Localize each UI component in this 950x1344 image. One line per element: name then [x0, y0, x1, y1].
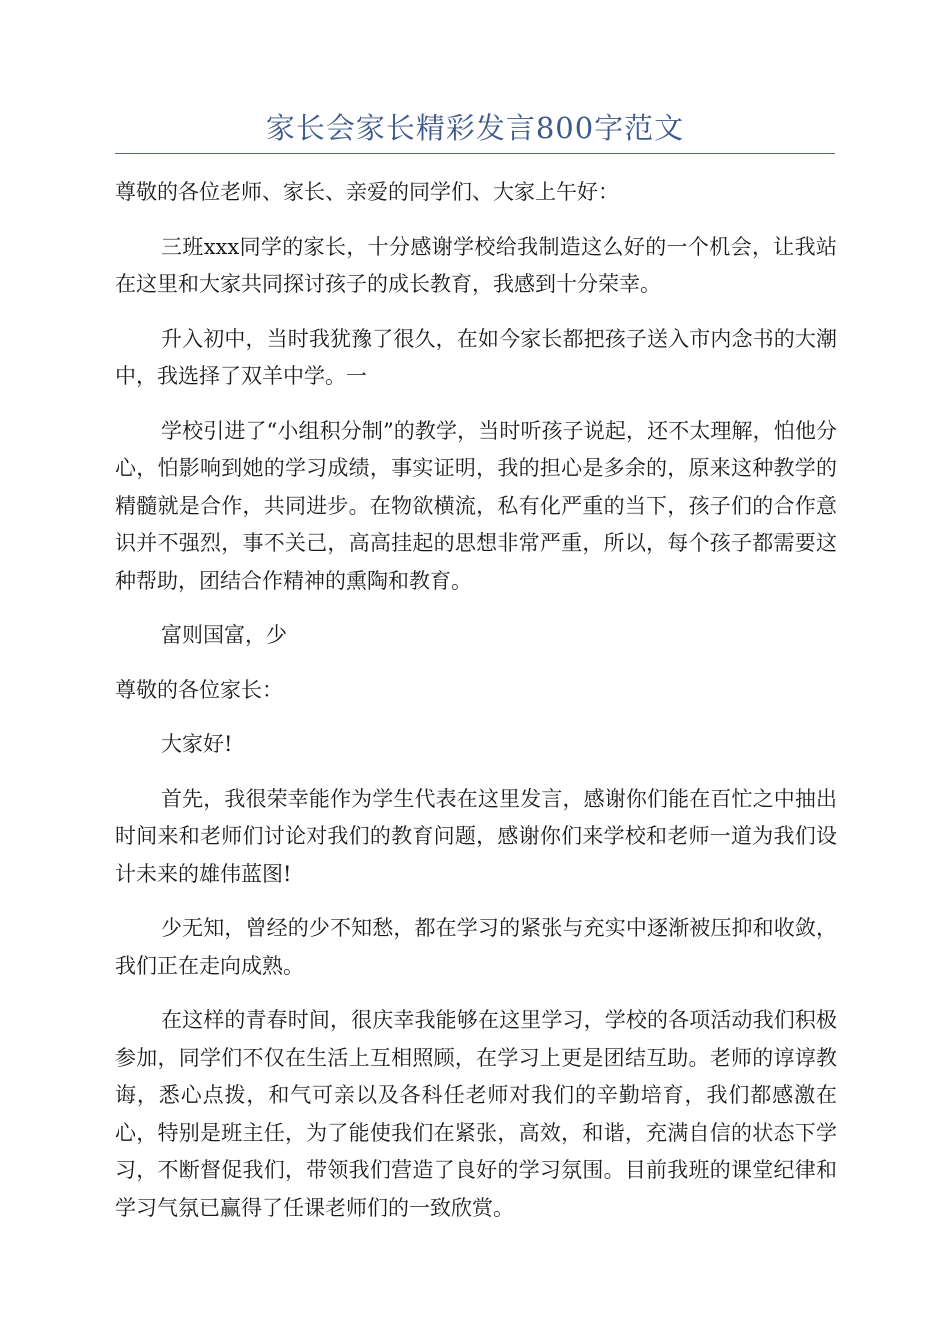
paragraph-1: 尊敬的各位老师、家长、亲爱的同学们、大家上午好： [115, 180, 619, 204]
document-body [115, 174, 837, 1244]
paragraph-9: 少无知，曾经的少不知愁，都在学习的紧张与充实中逐渐被压抑和收敛，我们正在走向成熟。 [115, 916, 837, 978]
paragraph-3: 升入初中，当时我犹豫了很久，在如今家长都把孩子送入市内念书的大潮中，我选择了双羊中学。一 [115, 326, 837, 388]
title-underline [115, 153, 835, 154]
document-title: 家长会家长精彩发言800字范文 [265, 111, 685, 145]
paragraph-8: 首先，我很荣幸能作为学生代表在这里发言，感谢你们能在百忙之中抽出时间来和老师们讨论对我们的教育问题，感谢你们来学校和老师一道为我们设计未来的雄伟蓝图! [115, 786, 837, 886]
paragraph-10: 在这样的青春时间，很庆幸我能够在这里学习，学校的各项活动我们积极参加，同学们不仅在生活上互相照顾，在学习上更是团结互助。老师的谆谆教诲，悉心点拨，和气可亲以及各科任老师对我们的辛勤培育，我们都感激在心，特别是班主任，为了能使我们在紧张，高效，和谐，充满自信的状态下学习，不断督促我们，带领我们营造了良好的学习氛围。目前我班的课堂纪律和学习气氛已赢得了任课老师们的一致欣赏。 [115, 1008, 837, 1220]
paragraph-7: 大家好! [161, 732, 233, 756]
paragraph-2: 三班xxx同学的家长，十分感谢学校给我制造这么好的一个机会，让我站在这里和大家共同探讨孩子的成长教育，我感到十分荣幸。 [115, 234, 837, 296]
paragraph-6: 尊敬的各位家长： [115, 677, 283, 702]
paragraph-5: 富则国富，少 [161, 623, 287, 647]
paragraph-4: 学校引进了“小组积分制”的教学，当时听孩子说起，还不太理解，怕他分心，怕影响到她的学习成绩，事实证明，我的担心是多余的，原来这种教学的精髓就是合作，共同进步。在物欲横流，私有化严重的当下，孩子们的合作意识并不强烈，事不关己，高高挂起的思想非常严重，所以，每个孩子都需要这种帮助，团结合作精神的熏陶和教育。 [115, 418, 837, 593]
